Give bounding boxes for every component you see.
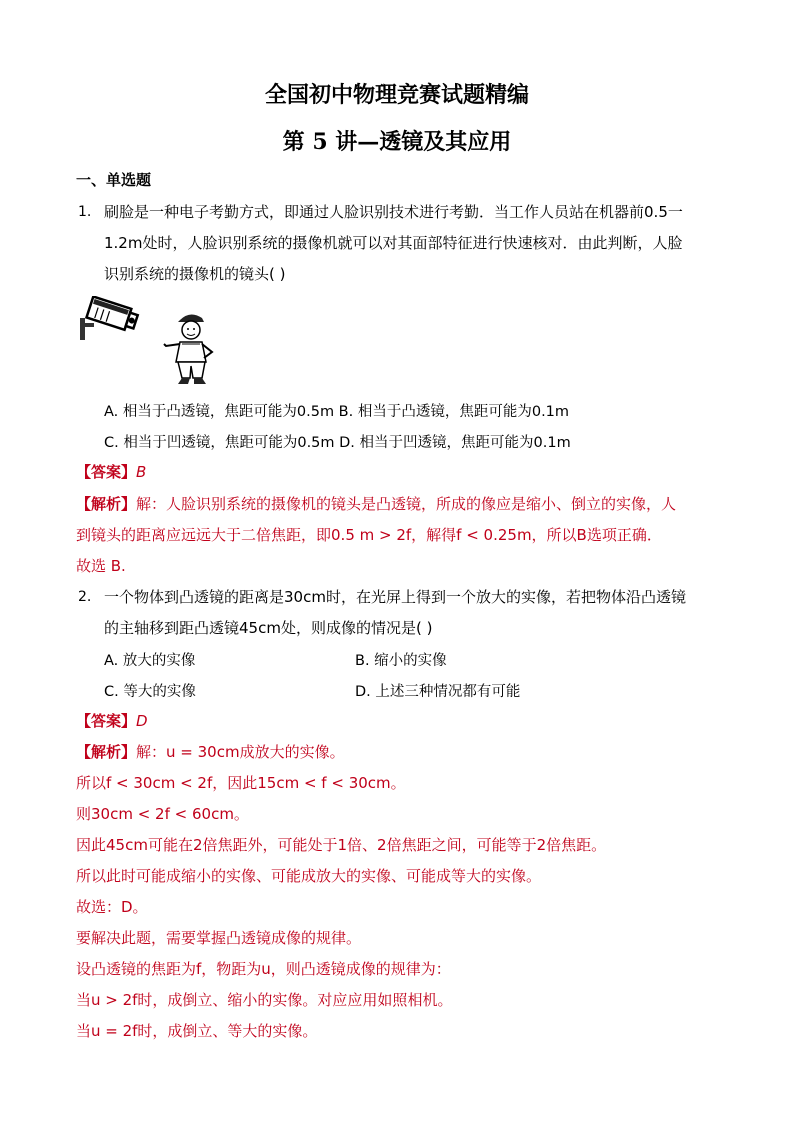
analysis-text: 当u = 2f时，成倒立、等大的实像。 [76, 1022, 318, 1040]
analysis-text: 则30cm < 2f < 60cm。 [76, 805, 249, 823]
analysis-label: 【解析】 [76, 743, 137, 761]
analysis-text: 设凸透镜的焦距为f，物距为u，则凸透镜成像的规律为： [76, 960, 451, 978]
answer-label: 【答案】 [76, 712, 137, 730]
analysis-text: 故选 B. [76, 557, 126, 575]
answer-label: 【答案】 [76, 463, 137, 481]
analysis-text: 到镜头的距离应远远大于二倍焦距，即0.5 m > 2f，解得f < 0.25m，所以B选项正确． [76, 526, 662, 544]
question-text-line: 的主轴移到距凸透镜45cm处，则成像的情况是( ) [104, 619, 433, 637]
question-text-line: 一个物体到凸透镜的距离是30cm时，在光屏上得到一个放大的实像，若把物体沿凸透镜 [104, 588, 686, 606]
analysis-text: 所以此时可能成缩小的实像、可能成放大的实像、可能成等大的实像。 [76, 867, 542, 885]
person-illustration [160, 308, 226, 388]
answer-value: B [136, 463, 147, 481]
option-row: C. 相当于凹透镜，焦距可能为0.5m D. 相当于凹透镜，焦距可能为0.1m [104, 435, 571, 451]
question-number: 1. [78, 204, 92, 220]
analysis-text: 解：人脸识别系统的摄像机的镜头是凸透镜，所成的像应是缩小、倒立的实像，人 [136, 495, 677, 513]
document-title: 全国初中物理竞赛试题精编 [264, 82, 529, 108]
analysis-row [76, 494, 676, 514]
answer-row [76, 462, 146, 482]
question-text-line: 刷脸是一种电子考勤方式，即通过人脸识别技术进行考勤．当工作人员站在机器前0.5一 [104, 203, 683, 221]
camera-illustration [78, 296, 148, 346]
question-number: 2. [78, 589, 92, 605]
question-text-line: 1.2m处时，人脸识别系统的摄像机就可以对其面部特征进行快速核对．由此判断，人脸 [104, 234, 683, 252]
option-c: C. 等大的实像 [104, 684, 196, 700]
analysis-text: 解：u = 30cm成放大的实像。 [136, 743, 345, 761]
analysis-text: 因此45cm可能在2倍焦距外，可能处于1倍、2倍焦距之间，可能等于2倍焦距。 [76, 836, 607, 854]
analysis-text: 所以f < 30cm < 2f，因此15cm < f < 30cm。 [76, 774, 406, 792]
option-row: A. 相当于凸透镜，焦距可能为0.5m B. 相当于凸透镜，焦距可能为0.1m [104, 404, 570, 420]
option-d: D. 上述三种情况都有可能 [355, 684, 521, 700]
answer-value: D [136, 712, 148, 730]
analysis-text: 当u > 2f时，成倒立、缩小的实像。对应应用如照相机。 [76, 991, 453, 1009]
section-heading: 一、单选题 [76, 171, 152, 189]
analysis-text: 要解决此题，需要掌握凸透镜成像的规律。 [76, 929, 362, 947]
answer-row [76, 711, 148, 731]
analysis-label: 【解析】 [76, 495, 137, 513]
analysis-text: 故选：D。 [76, 898, 148, 916]
question-text-line: 识别系统的摄像机的镜头( ) [104, 265, 286, 283]
option-a: A. 放大的实像 [104, 653, 196, 669]
option-b: B. 缩小的实像 [355, 653, 447, 669]
analysis-row [76, 742, 345, 762]
lecture-title: 第 5 讲—透镜及其应用 [282, 129, 512, 155]
